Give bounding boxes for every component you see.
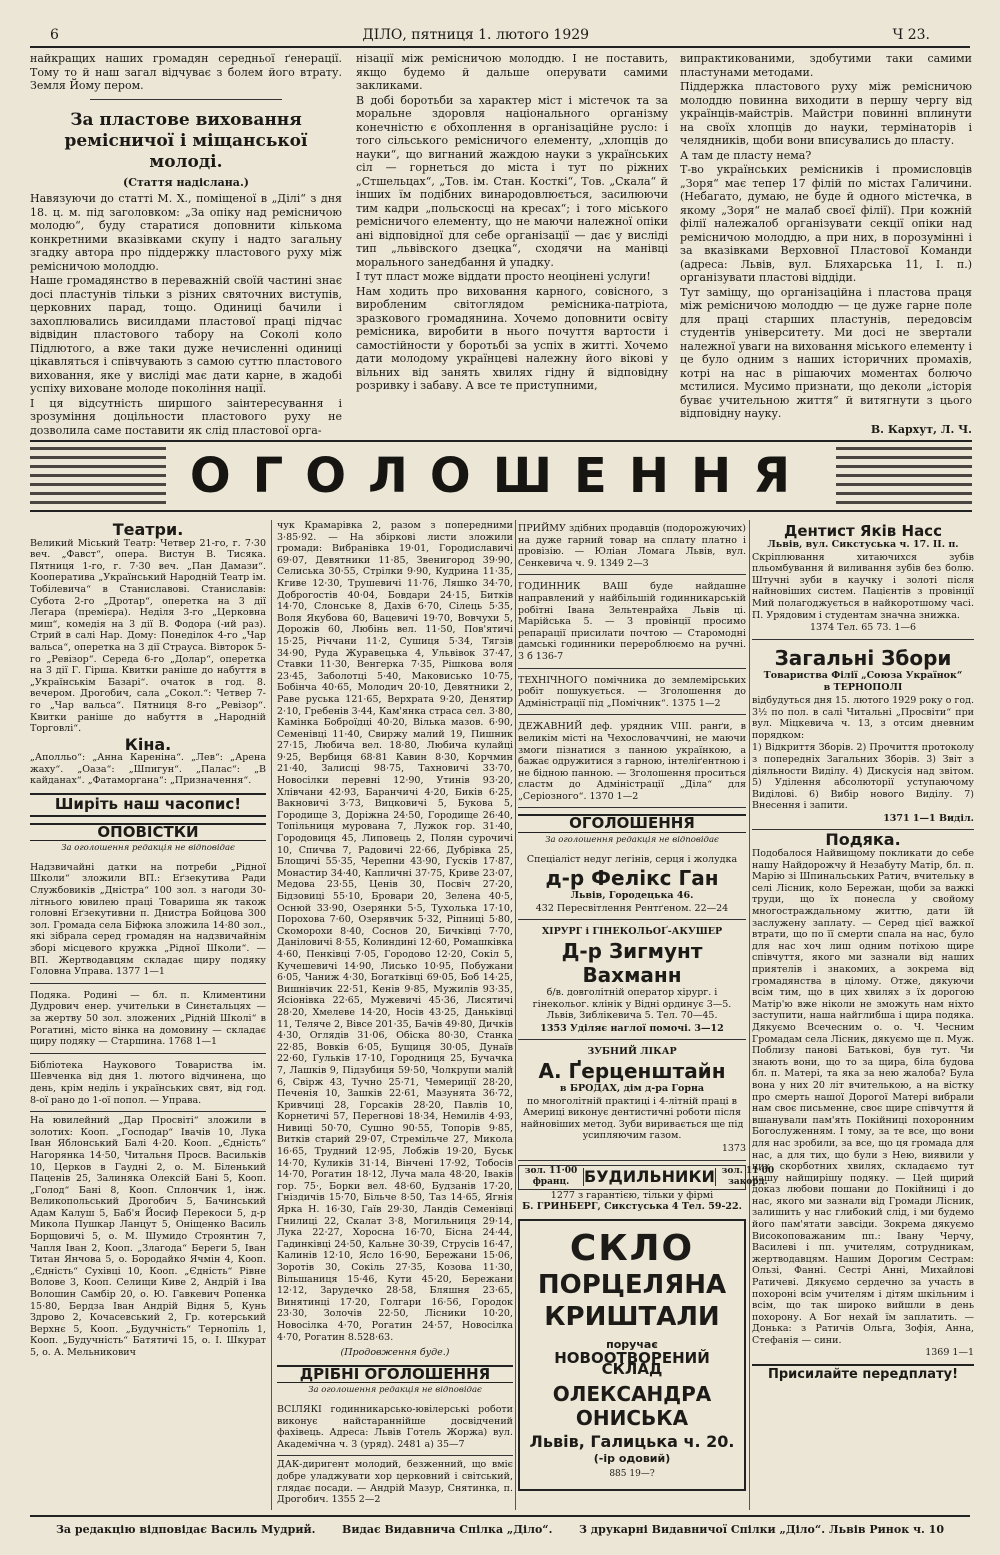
cinema-heading: Кіна. xyxy=(124,734,172,754)
notice-item xyxy=(30,987,266,1054)
footer-printer: З друкарні Видавничої Спілки „Діло“. Львів Ринок ч. 10 xyxy=(579,1522,944,1536)
small-ad-text: ВСІЛЯКІ годинникарсько-ювілерські роботи виконує найстараннійше досвідчений фахівець. Адреса: Львів Готель Жоржа) вул. Академічна ч. 3 (уряд). 2481 а) 35—7 xyxy=(277,1403,513,1450)
thanks-text: Подобалося Найвищому покликати до себе нашу Найдорожчу й Незабуту Матір, бл. п. Марію зі Шпинальських Ратич, вчительку в селі Лісник, коло Бережан, щоби за важкі труди, що їх понесла у свойому многостраждальному життю, дати їй заслужену заплату. — Серед цієї важкої втрати, що по її смерти спала на нас, було для нас хоч лиш одним потіхою щире співчуття, якого ми зазнали від наших приятелів і знакомих, а зокрема від громадянства в цілому. Отже, дякуючи всім тим, що в цих хвилях з їх дорогою Матір'ю вже ніколи не зможуть нам ніхто заступити, наша найглибша і щира подяка. Дякуємо Всечесним о. о. Ч. Чесним Громадам села Лісник, дякуємо ще п. Муж. Поблизу панові Батькові, був тут. Чи знають вони, що то за щира, біла будова бл. п. Матері, та яка за нею жалоба? Була вона у них 20 літ вчителькою, а на вістку про смерть нашої Дорогої Матері вибрали нам своє письменне, своє щире співчуття й вшанували пам'ять Покійниці похоронним Богослуженням. І тому, за те все, що вони для нас зробили, за все, що ця громада для нас, а для тих, що були з Нею, виявили у цих скорботних хвилях, складаємо тут нашу найщирішу подяку. — Цей щирий доказ любови пошани до Покійниці і до нас, якого ми зазнали від Громади Лісник, залишить у нас глибокий слід, і ми будемо його пам'ятати завсіди. Зокрема дякуємо Високоповажаним пп.: Івану Черчу, Василеві і пп. учителям, сотрудникам, жертводавцям. Нашим Дорогим Сестрам: Ользі, Фанні. Сестрі Анні, Михайлові Ратичеві. Дякуємо сердечно за участь в похороні всім учителям і дітям шкільним і всім, що так широко вийшли в день похорону. А Бог нехай їм заплатить. — Донька: з Ратичів Ольга, Зофія, Анна, Стефанія — сини. xyxy=(752,848,974,1346)
meeting-footer: 1371 1—1 Виділ. xyxy=(883,812,974,824)
ad-address: Львів, вул. Сикстуська ч. 17. ІІ. п. xyxy=(767,539,959,550)
article-paragraph: Навязуючи до статті М. Х., поміщеної в „Ділі“ з дня 18. ц. м. під заголовком: „За опіку над ремісничою молодю“, буду старатися доповнити кількома конкретними вказівками скупу і надто загальну згадку автора про піддержку пластового руху між ремісничою молоддю. xyxy=(30,192,342,273)
classified-text: ГОДИННИК ВАШ буде найдашне направлений у найбільшій годинникарській робітні Івана Зельтенрайха Львів ці. Марійська 5. — З провінції просимо репарації присилати почтою — Старомодні дамські годинники перероблюємо на ручні. 3 б 136-7 xyxy=(518,581,746,662)
obituary-ending: найкращих наших громадян середньої ґенерації. Тому то й наш загал відчуває з болем його втрату. Земля Йому пером. xyxy=(30,52,342,92)
classified-ad xyxy=(518,672,746,716)
ad-name: Д-р Зигмунт Вахманн xyxy=(561,939,703,988)
ad-name: Дентист Яків Насс xyxy=(784,522,942,540)
ad-description: б/в. довголітній оператор хірург. і гінекольог. клінік у Відні ординує 3—5. Львів, Зиблікевича 5. Тел. 70—45. xyxy=(532,987,732,1022)
price-left xyxy=(519,1166,583,1189)
article-paragraph: нізації між ремісничою молоддю. І не поставить, якщо будемо й дальше оперувати самими закликами. xyxy=(356,52,668,92)
thanks-footer: 1369 1—1 xyxy=(925,1346,974,1358)
ad-footer: 1353 Уділяє наглої помочі. 3—12 xyxy=(540,1022,724,1034)
ads-column-3 xyxy=(518,520,775,1510)
donations-list: чук Крамарівка 2, разом з попередними 3·85·92. — На збіркові листи зложили громади: Вибранівка 19·01, Городиславичі 69·07, Девятники 11·85, Звенигород 39·90, Селиська 30·55, Стрілки 9·90, Кудрина 11·35, Кгиве 12·30, Трушевичі 11·76, Ляшко 34·70, Доброгостів 40·04, Бовдари 24·15, Битків 14·70, Слонське 8, Дахів 6·70, Сілець 5·35, Воля Якубова 60, Вацевичі 19·70, Вовчухи 5, Дорожів 60, Любінь вел. 11·50, Пов'ятичі 15·25, Річчани 11·2, Сушиця 5·34, Тягзів 34·90, Руда Журавецька 4, Ульвівок 37·47, Ставки 11·30, Венгерка 7·35, Рішкова воля 23·45, Заболотці 5·40, Маковисько 10·75, Бобінча 40·65, Молодич 20·10, Девятники 2, Раве руська 121·65, Верхрата 9·20, Денятир 2·10, Гребенів 3·44, Кам'янка страса сел. 3·80, Камінка Боброїдці 40·20, Вілька мазов. 6·90, Семенівці 11·40, Свиржу малий 19, Пишник 27·15, Любича вел. 18·80, Любича кулайці 9·25, Вербиця 68·81 Кавин 8·30, Корчмин 21·40, Залисці 98·75, Тахновичі 33·70, Новосілки перевні 12·90, Утинів 93·20, Хлівчани 42·93, Баранчичі 4·20, Биків 6·25, Вакновичі 3·73, Вицковичі 5, Букова 5, Городище 3, Доріжна 24·50, Городище 26·40, Топільниця мурована 7, Лужок гор. 31·40, Городовиця 45, Липовець 2, Полян сурочичі 10, Спичва 7, Радовичі 22·66, Дубрівка 25, Блощичі 55·35, Черепни 43·90, Гусків 17·87, Монастир 34·40, Капличні 37·75, Криве 23·07, Медова 23·55, Ценів 30, Посвіч 27·20, Бідзовиці 55·10, Бровари 20, Зелена 40·5, Оснюй 33·90, Озерянки 5·5, Тухолька 17·10, Порохова 7·60, Озерявчик 5·32, Ріпниці 5·80, Скоморохи 8·40, Соснов 20, Бичківці 7·70, Даніловичі 8·55, Колиндині 12·60, Ромашківка 4·60, Пенківці 7·05, Городово 12·20, Сокіл 5, Кучешевичі 14·90, Лисько 10·95, Побужани 6·05, Чаниж 4·30, Богатківці 69·05, Боб 14·25, Вишнівчик 22·51, Кенів 9·85, Мужилів 93·35, Ясіонівка 22·65, Мужевичі 45·36, Лисятичі 28·20, Хмелеве 14·20, Носів 43·25, Даньківці 11, Теляче 2, Вівсе 201·35, Бачів 49·80, Дичків 4·30, Оглядів 31·06, Обіска 80·30, Станка 22·85, Вовків 6·05, Бущиця 30·05, Дунаїв 22·60, Гульків 17·10, Городниця 25, Бучачка 7, Лашків 9, Підзубиця 59·50, Чолкрупи малій 6, Свірж 43, Тучно 25·71, Чемериції 28·20, Печенія 10, Зашків 22·61, Мазунята 36·72, Кривчиці 28, Горсаків 28·20, Павлів 10, Корнетичі 57, Перегнові 18·34, Немилів 4·93, Нивиці 50·70, Сушно 90·55, Топорів 9·85, Витків старий 29·07, Стремільче 27, Микола 16·65, Трудний 12·95, Лобжів 19·20, Буськ 14·70, Куликів 31·14, Вінчені 17·92, Тобосів 14·70, Рогатин 18·12, Луча мала 48·20, Іваків гор. 75·, Борки вел. 48·60, Будзанів 17·20, Гніздичів 15·70, Більче 8·50, Таз 14·65, Ягнія Ярка Н. 16·30, Гаїв 29·30, Ландів Семенівці Гнилиці 22, Скалат 3·8, Могильниця 29·14, Лука 22·27, Хоросна 16·70, Бісна 24·44, Гадинківці 24·50, Кальне 30·39, Струсів 16·47, Калинів 12·10, Ясло 16·90, Бережани 15·06, Зоротів 30, Сокіль 27·35, Козова 11·30, Вільшаниця 15·46, Кути 45·20, Бережани 12·12, Зарудечко 28·58, Бляшня 23·65, Винятинці 17·20, Голгари 16·56, Городок 23·30, Золочів 22·50, Лісники 10·20, Новосілка 4·70, Рогатин 24·57, Новосілка 4·70, Рогатин 8.528·63. xyxy=(277,520,513,1343)
article-paragraph: А там де пласту нема? xyxy=(680,148,812,162)
doctor-wachmann-ad xyxy=(518,923,746,1040)
notices-disclaimer: За оголошення редакція не відповідає xyxy=(61,843,235,854)
ads-column-1 xyxy=(30,520,266,1510)
article-paragraph: І тут пласт може віддати просто неоцінені услуги! xyxy=(356,270,651,283)
spread-newspaper-slogan: Ширіть наш часопис! xyxy=(30,793,266,817)
article-paragraph: Піддержка пластового руху між ремісничою молоддю повинна виходити в першу чергу від українців-майстрів. Майстри повинні вплинути на своїх хлопців до науки, термінаторів і челядників, щоби вони вписувались до пласту. xyxy=(680,80,972,147)
meeting-text: відбудуться дня 15. лютого 1929 року о год. 3½ по пол. в салі Читальні „Просвіти“ при вул. Міцкевича ч. 13, з отсим дневним порядком: xyxy=(752,694,974,741)
article-column-3 xyxy=(680,52,972,436)
ads-column-4 xyxy=(752,520,974,1510)
small-ads-disclaimer: За оголошення редакція не відповідає xyxy=(308,1385,482,1396)
article-signature: В. Кархут, Л. Ч. xyxy=(870,422,972,436)
ad-footer: 432 Пересвітлення Рентґеном. 22—24 xyxy=(535,902,729,914)
meeting-title: Загальні Збори xyxy=(774,645,952,670)
subscribe-slogan: Присилайте передплату! xyxy=(752,1364,974,1381)
column-rule xyxy=(515,520,516,1510)
ads-banner-title: ОГОЛОШЕННЯ xyxy=(166,446,836,506)
ad-name: д-р Фелікс Ган xyxy=(545,866,719,891)
store-address: Львів, Галицька ч. 20. xyxy=(529,1431,735,1451)
general-meeting-ad xyxy=(752,643,974,831)
continued-note: (Продовження буде.) xyxy=(340,1347,450,1359)
article-paragraph: Тут заміщу, що організаційна і пластова праця між ремісничою молоддю — це дуже гарне поле для праці старших пластунів, передовсім студентів університету. Ми досі не звертали належної уваги на виховання міського елементу і це було одним з наших історичних промахів, котрі на нас в рішаючих моментах болючо мстилися. Мусимо признати, що деколи „історія буває учительною життя“ й витягнути з цього відповідну науку. xyxy=(680,285,972,420)
notice-text: Надзвичайні датки на потреби „Рідної Школи“ зложили ВП.: Еґзекутива Ради Службовиків „Дністра“ 100 зол. з нагоди 30-літнього ювилею праці Товариша як також головні Еґзекутивни п. Днистра Бойцова 300 зол. Громада села Біфюка зложила 14·80 зол., які зібрала серед громадян на надзвичайнім зборі місцевого кружка „Рідної Школи“. — ВП. Жертводавцям складає щиру подяку Головна Управа. 1377 1—1 xyxy=(30,861,266,978)
article-paragraph: випрактикованими, здобутими таки самими пластунами методами. xyxy=(680,52,972,79)
recommends-label: поручає xyxy=(606,1337,658,1351)
article-paragraph: І ця відсутність ширшого заінтересування і зрозуміння доцільности пластового руху не дозволила саме поставити як слід пластової орга- xyxy=(30,396,342,437)
small-ads-heading: ДРІБНІ ОГОЛОШЕННЯ xyxy=(277,1365,513,1384)
article-subtitle: (Стаття надіслана.) xyxy=(123,175,249,189)
ads-column-2 xyxy=(277,520,513,1510)
alarm-clocks-firm: Б. ГРИНБЕРГ, Сикстуська 4 Тел. 59-22. xyxy=(522,1201,742,1213)
classified-text: ПРИЙМУ здібних продавців (подорожуючих) на дуже гарний товар на сплату платно і провізію. — Юліан Ломага Львів, вул. Сенкевича ч. 9. 1349 2—3 xyxy=(518,523,746,569)
page-number: 6 xyxy=(50,27,59,43)
dentist-nass-ad xyxy=(752,520,974,640)
store-note: (-ір одовий) xyxy=(593,1452,671,1466)
thanks-heading: Подяка. xyxy=(825,830,901,850)
article-paragraph: Т-во українських ремісників і промисловців „Зоря“ має тепер 17 філій по містах Галичини. (Небагато, думаю, не буде й одного містечка, в якому „Зоря“ не малаб своєї філії). При кожній філії належалоб організувати секції опіки над ремісничою молоддю, а при них, в порозумінні і за вказівками Верховної Пластової Команди (адреса: Львів, вул. Бляхарська 11, І. п.) організувати пластові віддіди. xyxy=(680,163,972,284)
divider xyxy=(90,99,282,100)
porcelain-title: ПОРЦЕЛЯНА xyxy=(537,1269,727,1300)
article-paragraph: Наше громадянство в переважній своїй частині знає досі пластунів тільки з різних святочних виступів, церковних парад, тощо. Одиниці бачили і захоплювались висилдами пластової праці підчас відвідин пластового табору на Соколі коло Підлютого, а вже таки дуже нечисленні одиниці цікавляться і співчувають з самою суттю пластового виховання, яке у висліді має дати карне, в жадобі успіху виховане молоде покоління нації. xyxy=(30,274,342,395)
theatre-listing: Великий Міський Театр: Четвер 21-го, г. 7·30 веч. „Фавст“, опера. Вистун В. Тисяка. Пятниця 1-го, г. 7·30 веч. „Пан Дамази“. Кооператива „Український Народній Театр ім. Тобілевича“ в Станиславові. Станиславів: Субота 2-го „Дротар“, оперетка на 3 дії Легара (премієра). Неділя 3-го „Церковна миш“, комедія на 3 дії В. Фодора (-ий раз). Стрий в салі Нар. Дому: Понеділок 4-го „Чар вальса“, оперетка на 3 дії Страуса. Вівторок 5-го „Ревізор“. Середа 6-го „Долар“, оперетка на 3 дії Г. Гірша. Квитки раніше до набуття в „Українськім Базарі“. очаток в год. 8. вечером. Дрогобич, сала „Сокол.“: Четвер 7-го „Чар вальса“. Пятниця 8-го „Ревізор“. Квитки раніше до набуття в „Народній Торговлі“. xyxy=(30,537,266,735)
alarm-clocks-desc: 1277 з гарантією, тільки у фірмі xyxy=(550,1189,714,1201)
page-footer xyxy=(30,1515,970,1541)
issue-number: Ч 23. xyxy=(892,27,930,43)
dentist-gertsenshtain-ad xyxy=(518,1043,746,1160)
ad-description: по многолітній практиці і 4-літній праці в Америці виконує дентистичні роботи після найновіших метод. Зуби виривається ще під усипляючим газом. xyxy=(520,1095,744,1142)
ads-banner xyxy=(30,440,972,512)
meeting-agenda: 1) Відкриття Зборів. 2) Прочиття протоколу з попередніх Загальних Зборів. 3) Звіт з діяльности Виділу. 4) Дискусія над звітом. 5) Уділення абсолюторії уступаючому Виділові. 6) Вибір нового Виділу. 7) Внесення і запити. xyxy=(752,742,974,812)
classified-ad xyxy=(518,578,746,668)
ad-specialty: ЗУБНИЙ ЛІКАР xyxy=(587,1046,677,1058)
article-paragraph: Нам ходить про виховання карного, совісного, з виробленим світоглядом ремісника-патріота, зразкового громадянина. Хочемо доповнити освіту ремісника, виробити в нього почуття вартости і самостійности у боротьбі за успіх в житті. Хочемо дати молодому українцеві належну його вікові у вільних від занять хвилях гідну й відповідну розривку і забаву. А все те приступними, xyxy=(356,284,668,392)
crystal-title: КРИШТАЛИ xyxy=(544,1301,720,1332)
small-ad xyxy=(277,1459,513,1505)
notice-text: Бібліотека Наукового Товариства ім. Шевченка від дня 1. лютого відчинена, що день, крім неділь і українських свят, від год. 8-ої рано до 1-ої попол. — Управа. xyxy=(30,1059,266,1106)
notice-item xyxy=(30,1115,266,1358)
alarm-clocks-ad xyxy=(518,1165,775,1213)
new-store-label: НОВООТВОРЕНИЙ СКЛАД xyxy=(554,1348,710,1379)
article-column-1 xyxy=(30,52,342,438)
notice-text: На ювилейний „Дар Просвіті“ зложили в золотих: Кооп. „Господар“ Івачів 10, Лука Іван Яблонський Балі 4·20. Кооп. „Єдність“ Нагорянка 14·50, Читальня Просв. Васильків 10, Церков в Гаудні 2, о. М. Біленький Паценів 25, Залиняка Олексій Бані 5, Кооп. „Голод“ Бані 8, Кооп. Сплончик 1, інж. Великопольський Дрогобич 5, Бачинський Адам Калуш 5, Баб'я Йосиф Перекоси 5, д-р Микола Пушкар Ланцут 5, Оніщенко Василь Борщовичі 5, о. М. Шумидо Строянтин 7, Чапля Іван 2, Кооп. „Злагода“ Береги 5, Іван Титан Янчова 5, о. Бородайко Ячмін 4, Кооп. „Єдність“ Сухівці 10, Кооп. „Єдність“ Рівне Волове 3, Кооп. Селищи Киве 2, Андрій і Іва Волошин Самбір 20, о. Ю. Гавкевич Ропенка 15·80, Бердза Іван Андрій Відня 5, Кунь Здрово 2, Кочасевський 2, Гр. котерський Верхнє 5, Кооп. „Будучність“ Тернопіль 1, Кооп. „Будучність“ Батятичі 15, о. І. Шкурат 5, о. А. Мельникович xyxy=(30,1115,266,1358)
meeting-place: в ТЕРНОПОЛІ xyxy=(823,682,903,694)
classified-text: ТЕХНІЧНОГО помічника до землемірських робіт пошукується. — Зголошення до Адміністрації під „Помічник“. 1375 1—2 xyxy=(518,674,746,709)
price-value: зол. 11·00 xyxy=(721,1165,775,1176)
classified-ad xyxy=(518,520,746,575)
notices-heading: ОПОВІСТКИ xyxy=(30,823,266,842)
glass-store-ad xyxy=(518,1219,746,1491)
cinema-listing: „Аполльо“: „Анна Кареніна“. „Лев“: „Арена жаху“. „Оаза“: „Шпигун“. „Палас“: „В кайданах“. „Фатаморгана“: „Призначення“. xyxy=(30,752,266,787)
footer-editor: За редакцію відповідає Василь Мудрий. xyxy=(56,1522,316,1536)
announcements-disclaimer: За оголошення редакція не відповідає xyxy=(545,835,719,846)
masthead-title: ДІЛО, пятниця 1. лютого 1929 xyxy=(362,27,590,43)
ad-address: Львів, Городецька 46. xyxy=(570,890,694,902)
ad-description: Скріплювання хитаючихся зубів пльомбування й виливання зубів без болю. Штучні зуби в каучку і золоті після найновіших систем. Пацієнтів з провінції Мий полагоджується в найкоротшому часі. П. Урядовим і студентам значна знижка. xyxy=(752,551,974,621)
store-owner: ОЛЕКСАНДРА ОНИСЬКА xyxy=(552,1381,712,1430)
theatre-heading: Театри. xyxy=(112,520,184,539)
notice-item xyxy=(30,859,266,984)
ad-name: А. Ґерценштайн xyxy=(538,1059,726,1083)
notice-item xyxy=(30,1057,266,1112)
column-rule xyxy=(749,520,750,1510)
article-paragraph: В добі боротьби за характер міст і містечок та за моральне здоровля національного організму конечністю є обхоплення в організаційне русло: і того сільського ремісничого елементу, „хлопців до науки“, що вигнаний жаждою науки з українських сіл — горнеться до міста і тут по ріжних „Стшельцах“, „Тов. ім. Стан. Косткі“, Тов. „Скала“ й інших їм подібних винародовлюється, засилюючи тим кадри „польскосці на кресах“; і того міського ремісничого елементу, що не маючи належної опіки ані відповідної для себе організації — дає у висліді тип „львівского дзецка“, сходячи на манівці морального занедбання й упадку. xyxy=(356,93,668,269)
alarm-clocks-banner xyxy=(518,1165,775,1190)
footer-publisher: Видає Видавнича Спілка „Діло“. xyxy=(342,1522,553,1536)
small-ad-text: ДАК-диригент молодий, безженний, що вміє добре уладжувати хор церковний і світський, глядає посади. — Андрій Мазур, Снятинка, п. Дрогобич. 1355 2—2 xyxy=(277,1459,513,1506)
price-caption: франц. xyxy=(532,1177,570,1188)
article-headline: За пластове виховання ремісничої і міщанської молоді. xyxy=(64,109,308,172)
meeting-org: Товариства Філії „Союза Українок“ xyxy=(763,669,963,681)
price-caption: закорд. xyxy=(728,1177,768,1188)
ad-address: в БРОДАХ, дім д-ра Горна xyxy=(559,1083,705,1094)
classified-ad xyxy=(518,718,746,808)
announcements-heading: ОГОЛОШЕННЯ xyxy=(518,814,746,833)
notice-text: Подяка. Родині — бл. п. Климентини Дудрович енер. учительки в Синєтальцях — за жертву 50 зол. зложених „Рідній Школі“ в Рогатині, місто вінка на домовину — складає щиру подяку — Старшина. 1768 1—1 xyxy=(30,989,266,1048)
column-rule xyxy=(271,520,272,1510)
ad-specialty: Спеціаліст недуг легінів, серця і жолудка xyxy=(526,853,738,865)
glass-title: СКЛО xyxy=(569,1227,695,1269)
page-header xyxy=(30,26,970,48)
doctor-gan-ad xyxy=(518,851,746,921)
store-ad-number: 885 19—? xyxy=(609,1468,655,1479)
ad-specialty: ХІРУРГ і ГІНЕКОЛЬОҐ-АКУШЕР xyxy=(541,926,723,938)
article-column-2 xyxy=(356,52,668,394)
ad-footer: 1374 Тел. 65 73. 1—6 xyxy=(809,622,917,634)
small-ad xyxy=(277,1401,513,1456)
alarm-clocks-title: БУДИЛЬНИКИ xyxy=(584,1167,715,1187)
classified-text: ДЕЖАВНИЙ деф. урядник VIII. ранґи, в великім місті на Чехословаччині, не маючи змоги пізнатися з панною українкою, а бажає одружитися з гарною, інтеліґентною і не бідною панною. — Зголошення проситься сластм до Адміністрації „Діла“ для „Серіозного“. 1370 1—2 xyxy=(518,721,746,802)
ad-number: 1373 xyxy=(721,1142,746,1154)
price-value: зол. 11·00 xyxy=(524,1165,578,1176)
